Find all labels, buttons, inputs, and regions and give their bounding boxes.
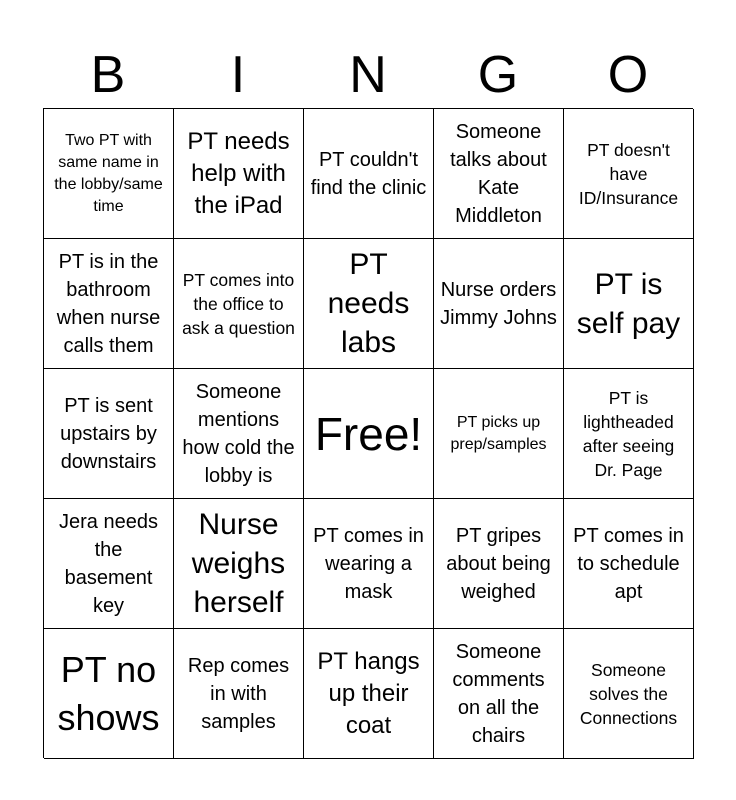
cell-text: PT picks up prep/samples [450, 413, 547, 453]
cell-text: Someone solves the Connections [579, 659, 678, 728]
bingo-cell[interactable] [44, 499, 174, 629]
bingo-cell[interactable] [564, 499, 694, 629]
cell-text: Someone comments on all the chairs [452, 640, 545, 747]
cell-text: Someone talks about Kate Middleton [450, 120, 547, 227]
bingo-cell[interactable] [304, 499, 434, 629]
free-space-cell[interactable] [304, 369, 434, 499]
cell-text: Two PT with same name in the lobby/same time [54, 131, 163, 215]
cell-text: PT is sent upstairs by downstairs [60, 394, 157, 473]
header-letter-n: N [349, 46, 387, 104]
cell-text: Nurse weighs herself [191, 508, 286, 619]
bingo-cell[interactable] [434, 109, 564, 239]
cell-text: Nurse orders Jimmy Johns [440, 278, 557, 329]
cell-text: PT comes in to schedule apt [573, 524, 684, 603]
bingo-cell[interactable] [174, 369, 304, 499]
bingo-cell[interactable] [564, 239, 694, 369]
free-space-text: Free! [314, 407, 423, 460]
bingo-cell[interactable] [44, 629, 174, 759]
bingo-cell[interactable] [304, 629, 434, 759]
bingo-cell[interactable] [174, 239, 304, 369]
header-letter-b: B [90, 46, 126, 104]
header-letter-g: G [477, 46, 519, 104]
bingo-cell[interactable] [304, 239, 434, 369]
header-letter-i: I [230, 46, 246, 104]
bingo-cell[interactable] [564, 109, 694, 239]
bingo-cell[interactable] [174, 499, 304, 629]
cell-text: PT couldn't find the clinic [310, 148, 427, 199]
cell-text: PT needs help with the iPad [187, 127, 290, 219]
cell-text: PT gripes about being weighed [446, 524, 551, 603]
cell-text: Someone mentions how cold the lobby is [182, 380, 295, 487]
bingo-cell[interactable] [434, 369, 564, 499]
bingo-cell[interactable] [434, 239, 564, 369]
header-letter-o: O [607, 46, 649, 104]
cell-text: Jera needs the basement key [59, 510, 158, 617]
bingo-cell[interactable] [44, 239, 174, 369]
bingo-cell[interactable] [434, 499, 564, 629]
bingo-cell[interactable] [434, 629, 564, 759]
bingo-card-grid [43, 108, 693, 758]
cell-text: PT needs labs [327, 248, 410, 359]
bingo-cell[interactable] [564, 629, 694, 759]
cell-text: PT is in the bathroom when nurse calls them [56, 250, 161, 357]
bingo-header [43, 42, 693, 108]
bingo-cell[interactable] [44, 109, 174, 239]
cell-text: PT doesn't have ID/Insurance [578, 139, 679, 208]
cell-text: PT comes into the office to ask a question [182, 269, 295, 338]
cell-text: Rep comes in with samples [187, 654, 290, 733]
cell-text: PT hangs up their coat [317, 647, 420, 739]
bingo-cell[interactable] [174, 629, 304, 759]
cell-text: PT is self pay [576, 267, 681, 340]
bingo-cell[interactable] [564, 369, 694, 499]
cell-text: PT comes in wearing a mask [313, 524, 424, 603]
cell-text: PT is lightheaded after seeing Dr. Page [582, 387, 675, 480]
bingo-cell[interactable] [304, 109, 434, 239]
bingo-cell[interactable] [174, 109, 304, 239]
cell-text: PT no shows [57, 648, 160, 738]
bingo-cell[interactable] [44, 369, 174, 499]
